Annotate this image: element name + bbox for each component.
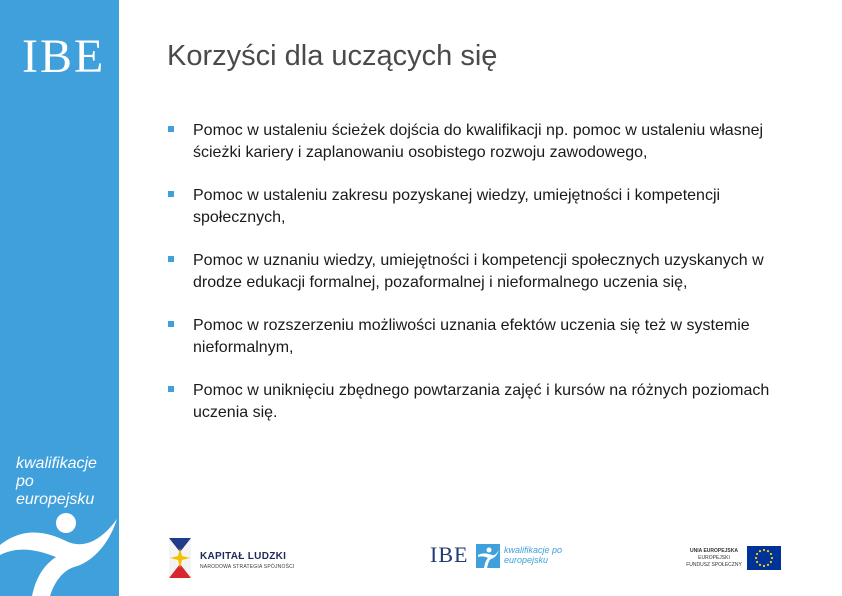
list-item-text: Pomoc w rozszerzeniu możliwości uznania efektów uczenia się też w systemie nieformalnym,	[193, 317, 750, 356]
square-bullet-icon	[168, 386, 174, 392]
ibe-footer-logo	[430, 542, 570, 578]
eu-text	[685, 548, 743, 569]
person-figure-icon	[476, 544, 500, 568]
eu-line-2: EUROPEJSKI	[698, 555, 730, 561]
bullet-list	[168, 120, 808, 445]
list-item-text: Pomoc w uniknięciu zbędnego powtarzania zajęć i kursów na różnych poziomach uczenia się.	[193, 382, 770, 421]
square-bullet-icon	[168, 191, 174, 197]
kapital-ludzki-logo	[165, 536, 305, 580]
list-item-text: Pomoc w ustaleniu ścieżek dojścia do kwalifikacji np. pomoc w ustaleniu własnej ścieżki kariery i zaplanowaniu osobistego rozwoju zawodowego,	[193, 122, 764, 161]
sidebar-tagline	[16, 455, 116, 509]
footer-logos	[160, 536, 790, 580]
person-figure-icon	[0, 505, 119, 596]
eu-flag-icon	[747, 546, 781, 570]
ibe-footer-tagline: kwalifikacje po europejsku	[504, 545, 563, 565]
kapital-ludzki-subtitle: NARODOWA STRATEGIA SPÓJNOŚCI	[200, 564, 295, 570]
eu-line-3: FUNDUSZ SPOŁECZNY	[686, 562, 742, 568]
list-item-text: Pomoc w ustaleniu zakresu pozyskanej wiedzy, umiejętności i kompetencji społecznych,	[193, 187, 721, 226]
list-item	[168, 250, 808, 294]
list-item	[168, 380, 808, 424]
list-item	[168, 120, 808, 164]
list-item-text: Pomoc w uznaniu wiedzy, umiejętności i kompetencji społecznych uzyskanych w drodze edukacji formalnej, pozaformalnej i nieformalnego uczenia się,	[193, 252, 764, 291]
ibe-footer-text: IBE	[430, 542, 469, 567]
sidebar	[0, 0, 119, 596]
list-item	[168, 315, 808, 359]
list-item	[168, 185, 808, 229]
kapital-ludzki-name: KAPITAŁ LUDZKI	[200, 551, 287, 562]
square-bullet-icon	[168, 126, 174, 132]
tagline-line-1: kwalifikacje	[16, 455, 97, 472]
square-bullet-icon	[168, 256, 174, 262]
eu-line-1: UNIA EUROPEJSKA	[690, 548, 738, 554]
square-bullet-icon	[168, 321, 174, 327]
tagline-line-2: po europejsku	[16, 473, 95, 508]
kapital-ludzki-flag-icon	[165, 536, 195, 580]
page-title: Korzyści dla uczących się	[167, 40, 498, 72]
ibe-logo: IBE	[22, 30, 106, 83]
eu-logo	[685, 546, 785, 576]
